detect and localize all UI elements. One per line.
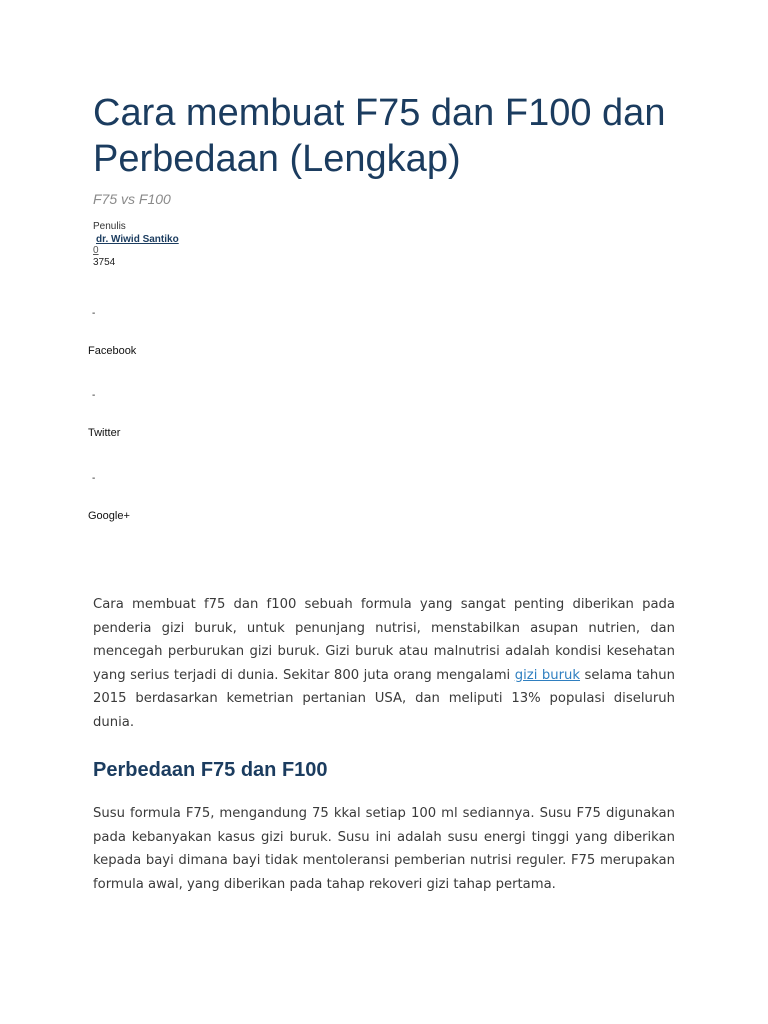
- share-separator: -: [92, 308, 96, 319]
- gizi-buruk-link[interactable]: gizi buruk: [514, 667, 581, 683]
- share-googleplus-link[interactable]: Google+: [88, 510, 130, 522]
- section-heading: Perbedaan F75 dan F100: [93, 759, 328, 781]
- comment-count-link[interactable]: 0: [93, 245, 99, 256]
- article-subtitle: F75 vs F100: [93, 191, 171, 207]
- author-link[interactable]: dr. Wiwid Santiko: [96, 234, 179, 245]
- share-separator: -: [92, 390, 96, 401]
- view-count: 3754: [93, 257, 116, 268]
- article-title: Cara membuat F75 dan F100 dan Perbedaan (Lengkap): [93, 92, 666, 180]
- author-label: Penulis: [93, 221, 126, 232]
- share-facebook-link[interactable]: Facebook: [88, 345, 137, 357]
- intro-paragraph: [93, 593, 675, 734]
- share-twitter-link[interactable]: Twitter: [88, 427, 121, 439]
- intro-text-part1: Cara membuat f75 dan f100 sebuah formula yang sangat penting diberikan pada penderia gizi buruk, untuk penunjang nutrisi, menstabilkan asupan nutrien, dan mencegah perburukan gizi buruk. Gizi buruk atau malnutrisi adalah kondisi kesehatan yang serius terjadi di dunia. Sekitar 800 juta orang mengalami: [93, 597, 675, 683]
- share-separator: -: [92, 473, 96, 484]
- intro-text-part2: selama tahun 2015 berdasarkan kemetrian pertanian USA, dan meliputi 13% populasi diseluruh dunia.: [93, 667, 676, 730]
- section-paragraph: Susu formula F75, mengandung 75 kkal setiap 100 ml sediannya. Susu F75 digunakan pada kebanyakan kasus gizi buruk. Susu ini adalah susu energi tinggi yang diberikan kepada bayi dimana bayi tidak mentoleransi pemberian nutrisi reguler. F75 merupakan formula awal, yang diberikan pada tahap rekoveri gizi tahap pertama.: [93, 806, 675, 892]
